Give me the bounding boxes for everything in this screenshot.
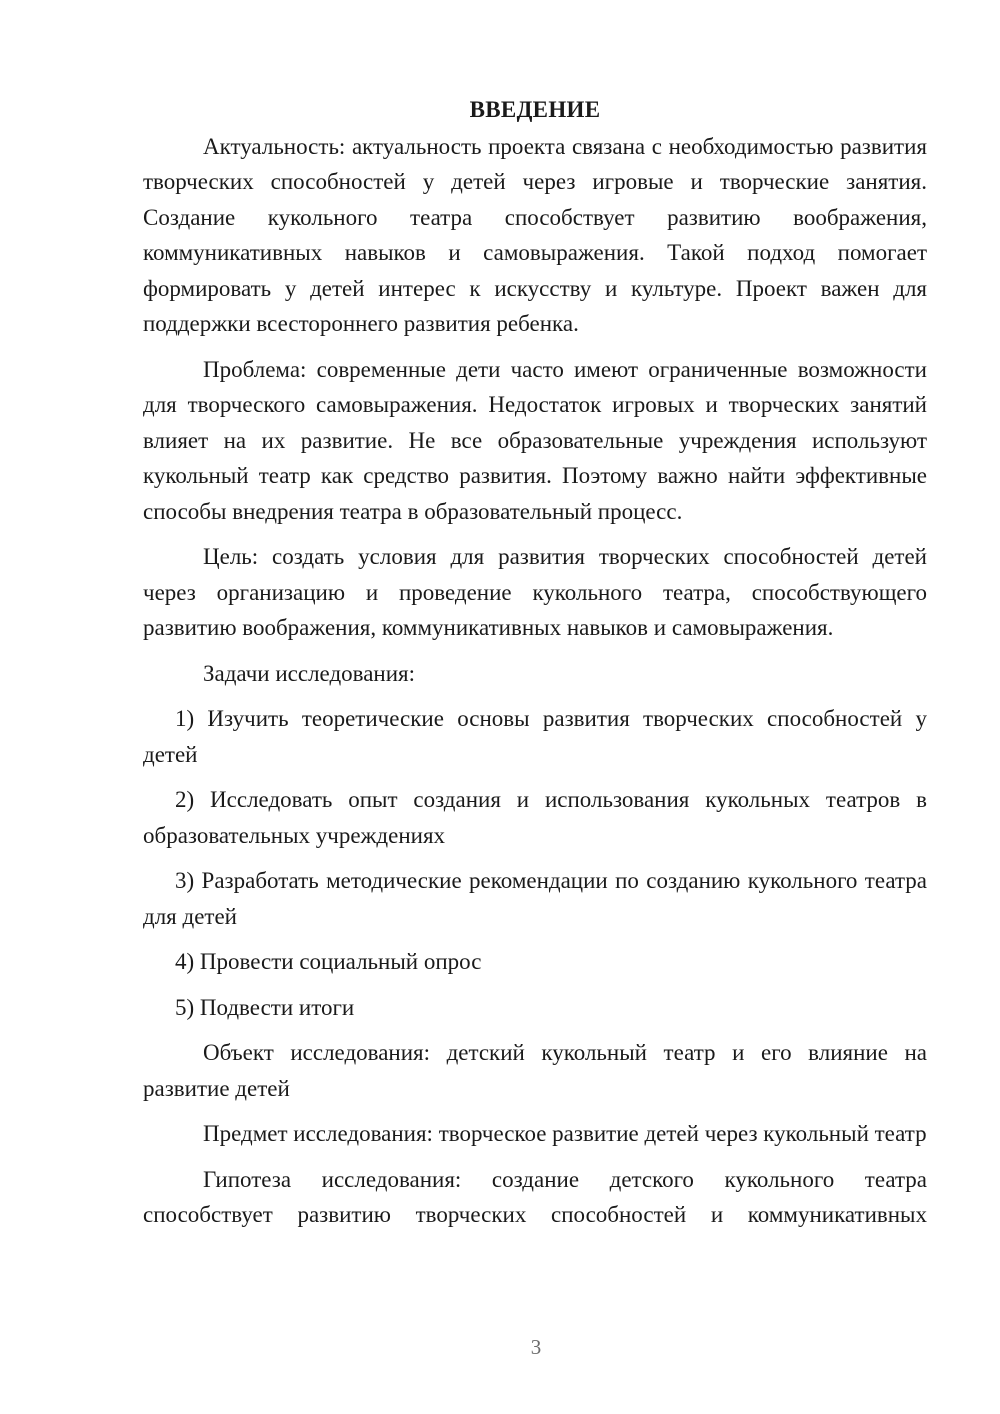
- relevance-paragraph: Актуальность: актуальность проекта связана с необходимостью развития творческих способностей у детей через игровые и творческие занятия. Создание кукольного театра способствует развитию воображения, коммуникативных навыков и самовыражения. Такой подход помогает формировать у детей интерес к искусству и культуре. Проект важен для поддержки всестороннего развития ребенка.: [143, 133, 927, 336]
- object-paragraph: Объект исследования: детский кукольный театр и его влияние на развитие детей: [143, 1040, 927, 1101]
- page-title: ВВЕДЕНИЕ: [469, 97, 601, 122]
- subject-paragraph: Предмет исследования: творческое развитие детей через кукольный театр: [203, 1121, 927, 1146]
- problem-paragraph: Проблема: современные дети часто имеют ограниченные возможности для творческого самовыражения. Недостаток игровых и творческих занятий влияет на их развитие. Не все образовательные учреждения используют кукольный театр как средство развития. Поэтому важно найти эффективные способы внедрения театра в образовательный процесс.: [143, 356, 927, 524]
- task-item-5: 5) Подвести итоги: [175, 994, 355, 1020]
- page-number: 3: [530, 1335, 542, 1359]
- task-item-1: 1) Изучить теоретические основы развития творческих способностей у детей: [143, 706, 927, 767]
- task-item-4: 4) Провести социальный опрос: [175, 949, 482, 974]
- task-item-3: 3) Разработать методические рекомендации по созданию кукольного театра для детей: [143, 868, 927, 929]
- task-item-2: 2) Исследовать опыт создания и использования кукольных театров в образовательных учреждениях: [143, 787, 927, 848]
- tasks-heading: Задачи исследования:: [203, 660, 416, 686]
- page-content: [143, 92, 927, 1233]
- goal-paragraph: Цель: создать условия для развития творческих способностей детей через организацию и проведение кукольного театра, способствующего развитию воображения, коммуникативных навыков и самовыражения.: [143, 544, 927, 640]
- hypothesis-paragraph: Гипотеза исследования: создание детского кукольного театра способствует развитию творческих способностей и коммуникативных: [143, 1166, 927, 1227]
